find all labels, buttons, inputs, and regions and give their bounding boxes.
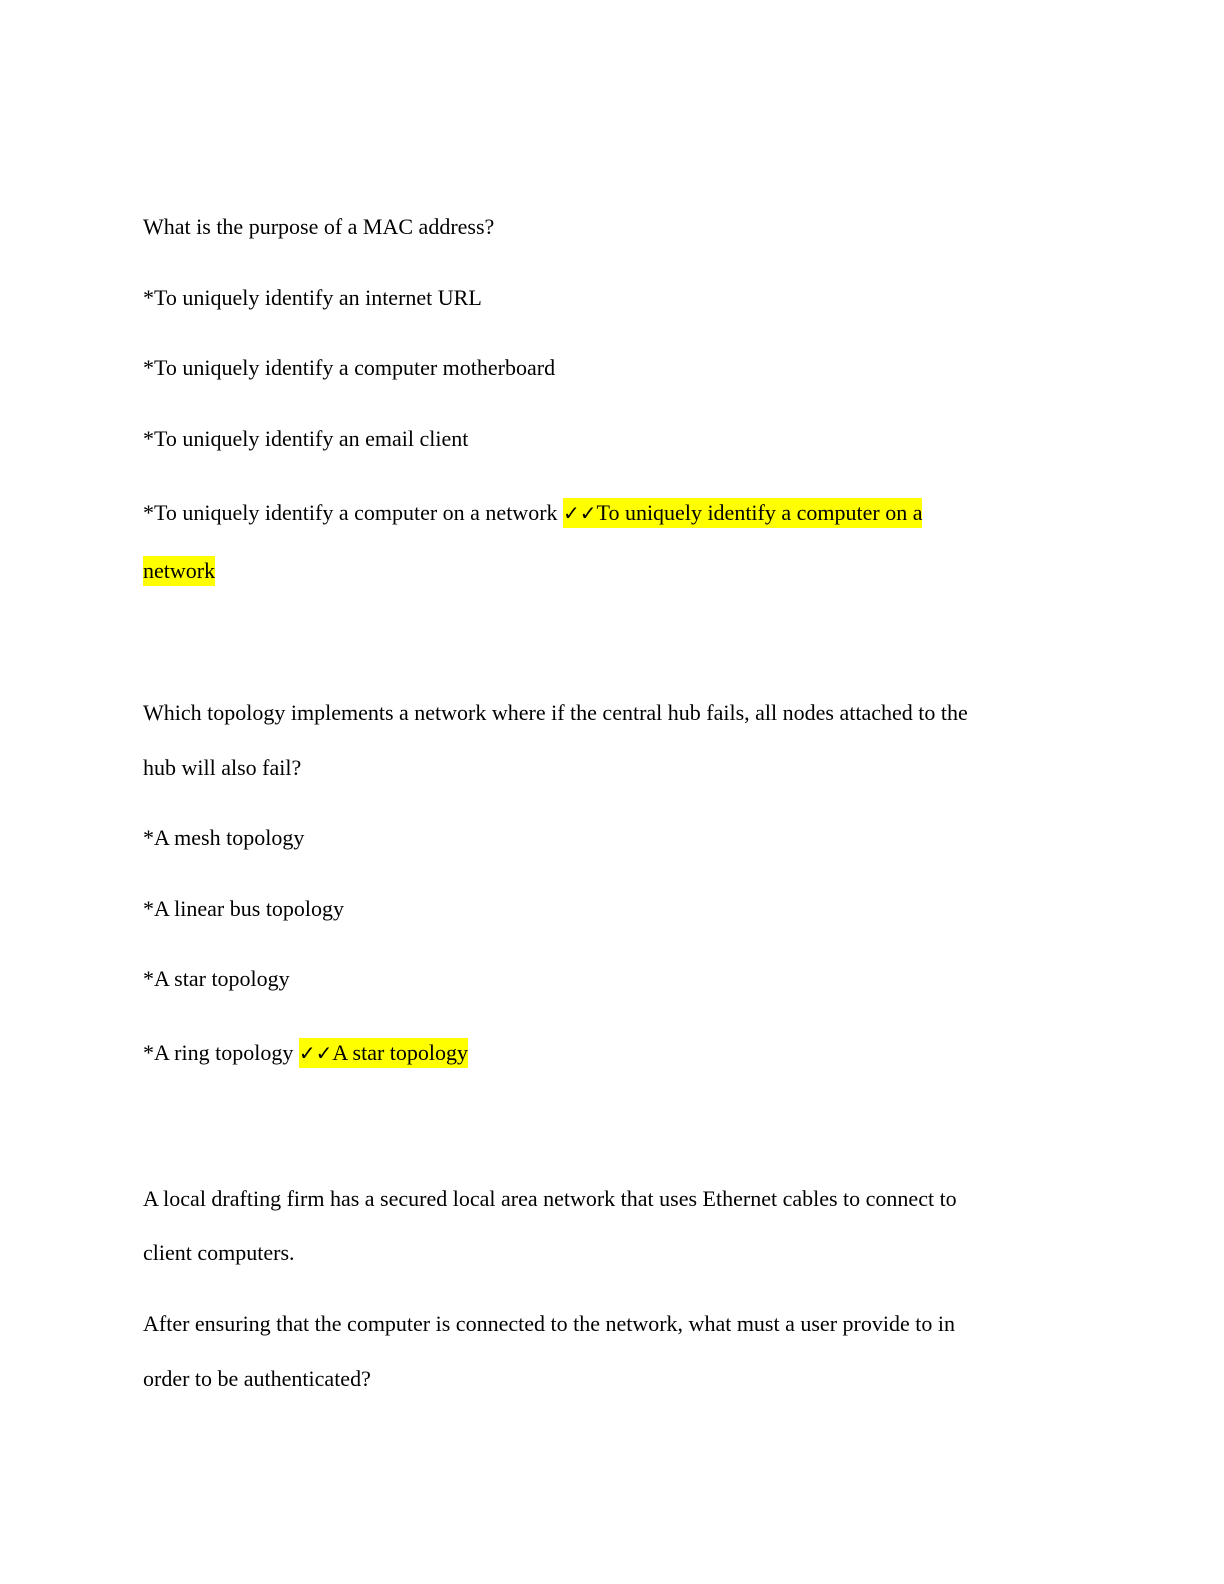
question-2-answer: A star topology bbox=[332, 1040, 469, 1065]
question-2-option-4: *A ring topology bbox=[143, 1040, 294, 1065]
question-1-option-3: *To uniquely identify an email client bbox=[143, 426, 469, 451]
question-2-answer-highlight bbox=[299, 1038, 468, 1068]
question-1-option-4-row bbox=[143, 498, 922, 528]
question-1-answer-continued-row bbox=[143, 556, 215, 586]
question-1-option-2: *To uniquely identify a computer motherboard bbox=[143, 355, 556, 380]
question-2-option-1: *A mesh topology bbox=[143, 825, 305, 850]
question-2-text-line-1: Which topology implements a network where if the central hub fails, all nodes attached to the bbox=[143, 700, 968, 725]
double-check-icon: ✓✓ bbox=[298, 1041, 333, 1065]
question-3-text-line-2: client computers. bbox=[143, 1240, 295, 1265]
question-1-text: What is the purpose of a MAC address? bbox=[143, 214, 495, 239]
question-1-answer: To uniquely identify a computer on a bbox=[596, 500, 923, 525]
question-3-followup-line-1: After ensuring that the computer is connected to the network, what must a user provide to in bbox=[143, 1311, 955, 1336]
question-2-option-2: *A linear bus topology bbox=[143, 896, 345, 921]
question-3-text-line-1: A local drafting firm has a secured local area network that uses Ethernet cables to connect to bbox=[143, 1186, 957, 1211]
question-2-option-3: *A star topology bbox=[143, 966, 290, 991]
question-1-option-1: *To uniquely identify an internet URL bbox=[143, 285, 482, 310]
question-2-option-4-row bbox=[143, 1038, 468, 1068]
question-2-text-line-2: hub will also fail? bbox=[143, 755, 302, 780]
question-1-answer-highlight bbox=[563, 498, 922, 528]
double-check-icon: ✓✓ bbox=[563, 501, 597, 525]
question-1-option-4: *To uniquely identify a computer on a network bbox=[143, 500, 558, 525]
question-3-followup-line-2: order to be authenticated? bbox=[143, 1366, 371, 1391]
question-1-answer-continued: network bbox=[143, 556, 215, 586]
